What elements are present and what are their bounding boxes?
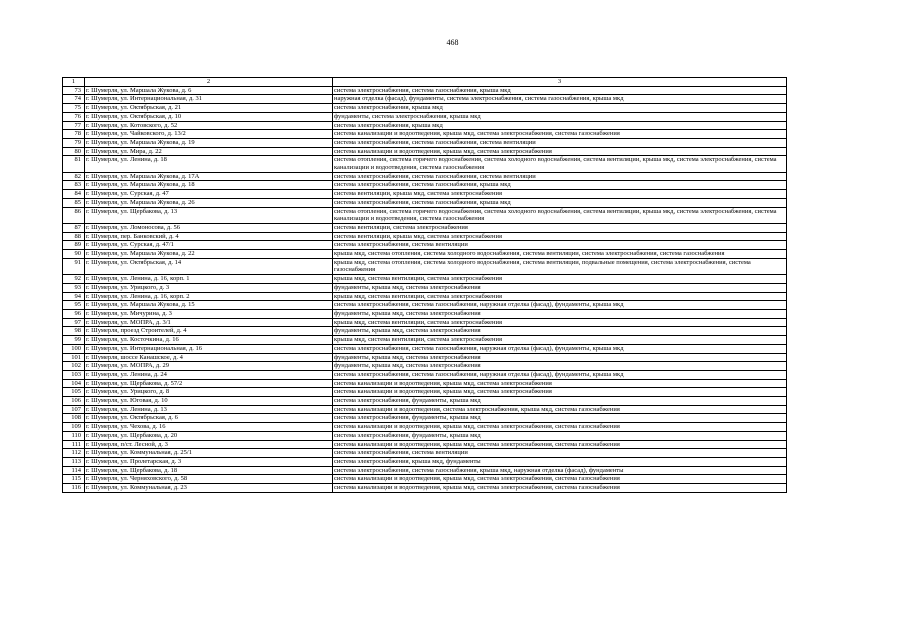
row-works: система электроснабжения, крыша мкд [333, 104, 787, 113]
table-row [63, 353, 787, 362]
row-number: 99 [63, 336, 85, 345]
row-number: 89 [63, 241, 85, 250]
row-number: 81 [63, 156, 85, 172]
row-address: г. Шумерля, пер. Банковский, д. 4 [85, 232, 333, 241]
row-works: фундаменты, система электроснабжения, крыша мкд [333, 112, 787, 121]
table-row [63, 449, 787, 458]
row-works: система электроснабжения, система газоснабжения, крыша мкд [333, 198, 787, 207]
row-address: г. Шумерля, ул. Щербакова, д. 20 [85, 431, 333, 440]
row-address: г. Шумерля, ул. Октябрьская, д. 6 [85, 414, 333, 423]
row-address: г. Шумерля, ул. Котовского, д. 52 [85, 121, 333, 130]
row-number: 92 [63, 275, 85, 284]
row-address: г. Шумерля, ул. Маршала Жукова, д. 26 [85, 198, 333, 207]
row-works: система канализации и водоотведения, крыша мкд, система электроснабжения, система газоснабжения [333, 423, 787, 432]
table-row [63, 258, 787, 274]
table-row [63, 138, 787, 147]
row-works: система вентиляции, система электроснабжения [333, 223, 787, 232]
row-works: система электроснабжения, фундаменты, крыша мкд [333, 414, 787, 423]
row-works: система электроснабжения, система газоснабжения, наружная отделка (фасад), фундаменты, крыша мкд [333, 370, 787, 379]
row-works: система электроснабжения, система газоснабжения, крыша мкд [333, 181, 787, 190]
row-works: крыша мкд, система отопления, система холодного водоснабжения, система вентиляции, подвальные помещения, система электроснабжения, система газоснабжения [333, 258, 787, 274]
row-works: система канализации и водоотведения, крыша мкд, система электроснабжения [333, 388, 787, 397]
row-number: 111 [63, 440, 85, 449]
table-row [63, 275, 787, 284]
row-works: система канализации и водоотведения, крыша мкд, система электроснабжения, система газоснабжения [333, 484, 787, 493]
row-works: наружная отделка (фасад), фундаменты, система электроснабжения, система газоснабжения, крыша мкд [333, 95, 787, 104]
table-row [63, 198, 787, 207]
row-works: фундаменты, крыша мкд, система электроснабжения [333, 283, 787, 292]
row-works: крыша мкд, система отопления, система холодного водоснабжения, система вентиляции, система электроснабжения, система газоснабжения [333, 250, 787, 259]
row-address: г. Шумерля, ул. Черняховского, д. 58 [85, 475, 333, 484]
row-address: г. Шумерля, ул. Маршала Жукова, д. 15 [85, 301, 333, 310]
table-row [63, 327, 787, 336]
row-address: г. Шумерля, ул. Октябрьская, д. 10 [85, 112, 333, 121]
row-number: 74 [63, 95, 85, 104]
table-row [63, 379, 787, 388]
row-number: 101 [63, 353, 85, 362]
row-number: 107 [63, 405, 85, 414]
row-number: 113 [63, 457, 85, 466]
table-row [63, 414, 787, 423]
row-works: система электроснабжения, крыша мкд [333, 121, 787, 130]
row-address: г. Шумерля, ул. Маршала Жукова, д. 22 [85, 250, 333, 259]
row-number: 88 [63, 232, 85, 241]
row-address: г. Шумерля, ул. Ленина, д. 24 [85, 370, 333, 379]
table-row [63, 457, 787, 466]
row-number: 106 [63, 397, 85, 406]
row-address: г. Шумерля, ул. Чайковского, д. 13/2 [85, 130, 333, 139]
row-address: г. Шумерля, ул. Октябрьская, д. 21 [85, 104, 333, 113]
table-row [63, 484, 787, 493]
row-number: 109 [63, 423, 85, 432]
row-address: г. Шумерля, ул. Интернациональная, д. 31 [85, 95, 333, 104]
row-works: система канализации и водоотведения, крыша мкд, система электроснабжения [333, 147, 787, 156]
row-number: 82 [63, 172, 85, 181]
row-works: крыша мкд, система вентиляции, система электроснабжения [333, 292, 787, 301]
table-row [63, 397, 787, 406]
row-number: 98 [63, 327, 85, 336]
row-address: г. Шумерля, ул. Косточкина, д. 16 [85, 336, 333, 345]
row-address: г. Шумерля, проезд Строителей, д. 4 [85, 327, 333, 336]
row-address: г. Шумерля, ул. Коммунальная, д. 23 [85, 484, 333, 493]
table-row [63, 475, 787, 484]
table-row [63, 283, 787, 292]
row-number: 96 [63, 309, 85, 318]
row-number: 84 [63, 190, 85, 199]
row-address: г. Шумерля, ул. Пролетарская, д. 3 [85, 457, 333, 466]
row-address: г. Шумерля, п/ст. Лесной, д. 3 [85, 440, 333, 449]
row-number: 100 [63, 344, 85, 353]
row-number: 85 [63, 198, 85, 207]
table-row [63, 250, 787, 259]
row-address: г. Шумерля, ул. Мичурина, д. 3 [85, 309, 333, 318]
table-row [63, 181, 787, 190]
row-works: система отопления, система горячего водоснабжения, система холодного водоснабжения, система вентиляции, крыша мкд, система электроснабжения, система канализации и водоотведения, система газоснабжения [333, 207, 787, 223]
table-row [63, 370, 787, 379]
row-address: г. Шумерля, ул. Чехова, д. 16 [85, 423, 333, 432]
page-number: 468 [446, 38, 459, 47]
table-row [63, 147, 787, 156]
row-address: г. Шумерля, ул. Сурская, д. 47 [85, 190, 333, 199]
table-row [63, 121, 787, 130]
table-row [63, 86, 787, 95]
row-number: 76 [63, 112, 85, 121]
table-header [63, 78, 787, 87]
table-row [63, 405, 787, 414]
row-works: система отопления, система горячего водоснабжения, система холодного водоснабжения, система вентиляции, крыша мкд, система электроснабжения, система канализации и водоотведения, система газоснабжения [333, 156, 787, 172]
row-number: 73 [63, 86, 85, 95]
row-works: крыша мкд, система вентиляции, система электроснабжения [333, 318, 787, 327]
row-number: 114 [63, 466, 85, 475]
row-works: фундаменты, крыша мкд, система электроснабжения [333, 309, 787, 318]
table-row [63, 466, 787, 475]
row-works: система электроснабжения, система газоснабжения, наружная отделка (фасад), фундаменты, крыша мкд [333, 344, 787, 353]
row-number: 93 [63, 283, 85, 292]
row-address: г. Шумерля, шоссе Канашское, д. 4 [85, 353, 333, 362]
table-row [63, 440, 787, 449]
buildings-table [62, 77, 787, 493]
row-address: г. Шумерля, ул. МОПРА, д. 29 [85, 362, 333, 371]
row-address: г. Шумерля, ул. Ломоносова, д. 56 [85, 223, 333, 232]
row-address: г. Шумерля, ул. Ленина, д. 18 [85, 156, 333, 172]
row-address: г. Шумерля, ул. Ленина, д. 16, корп. 2 [85, 292, 333, 301]
row-works: система вентиляции, крыша мкд, система электроснабжения [333, 190, 787, 199]
row-address: г. Шумерля, ул. Сурская, д. 47/1 [85, 241, 333, 250]
row-number: 86 [63, 207, 85, 223]
row-works: крыша мкд, система вентиляции, система электроснабжения [333, 275, 787, 284]
row-number: 108 [63, 414, 85, 423]
row-number: 95 [63, 301, 85, 310]
row-works: система электроснабжения, система вентиляции [333, 241, 787, 250]
row-number: 97 [63, 318, 85, 327]
row-works: система канализации и водоотведения, система электроснабжения, крыша мкд, система газоснабжения [333, 405, 787, 414]
row-works: система электроснабжения, система газоснабжения, крыша мкд, наружная отделка (фасад), фундаменты [333, 466, 787, 475]
row-works: система электроснабжения, фундаменты, крыша мкд [333, 431, 787, 440]
row-number: 102 [63, 362, 85, 371]
table-row [63, 232, 787, 241]
row-number: 77 [63, 121, 85, 130]
table-row [63, 172, 787, 181]
row-address: г. Шумерля, ул. Щербакова, д. 18 [85, 466, 333, 475]
row-address: г. Шумерля, ул. Щербакова, д. 57/2 [85, 379, 333, 388]
row-address: г. Шумерля, ул. Маршала Жукова, д. 18 [85, 181, 333, 190]
table-row [63, 431, 787, 440]
row-number: 83 [63, 181, 85, 190]
row-number: 103 [63, 370, 85, 379]
row-works: крыша мкд, система вентиляции, система электроснабжения [333, 336, 787, 345]
row-works: система электроснабжения, система газоснабжения, крыша мкд [333, 86, 787, 95]
row-works: фундаменты, крыша мкд, система электроснабжения [333, 362, 787, 371]
row-number: 94 [63, 292, 85, 301]
table-row [63, 207, 787, 223]
row-address: г. Шумерля, ул. Урицкого, д. 8 [85, 388, 333, 397]
row-address: г. Шумерля, ул. Интернациональная, д. 16 [85, 344, 333, 353]
row-number: 110 [63, 431, 85, 440]
row-address: г. Шумерля, ул. Коммунальная, д. 25/1 [85, 449, 333, 458]
row-address: г. Шумерля, ул. Маршала Жукова, д. 17А [85, 172, 333, 181]
row-number: 90 [63, 250, 85, 259]
row-works: система канализации и водоотведения, крыша мкд, система электроснабжения, система газоснабжения [333, 130, 787, 139]
row-address: г. Шумерля, ул. Мира, д. 22 [85, 147, 333, 156]
row-address: г. Шумерля, ул. Маршала Жукова, д. 6 [85, 86, 333, 95]
table-row [63, 423, 787, 432]
table-row [63, 190, 787, 199]
row-number: 78 [63, 130, 85, 139]
column-header-address: 2 [85, 78, 333, 87]
column-header-works: 3 [333, 78, 787, 87]
row-number: 116 [63, 484, 85, 493]
row-number: 115 [63, 475, 85, 484]
table-row [63, 241, 787, 250]
row-address: г. Шумерля, ул. Маршала Жукова, д. 19 [85, 138, 333, 147]
row-works: система электроснабжения, крыша мкд, фундаменты [333, 457, 787, 466]
table-row [63, 301, 787, 310]
row-number: 104 [63, 379, 85, 388]
row-works: система электроснабжения, система газоснабжения, система вентиляции [333, 138, 787, 147]
table-row [63, 156, 787, 172]
row-works: система электроснабжения, система вентиляции [333, 449, 787, 458]
row-number: 91 [63, 258, 85, 274]
row-number: 75 [63, 104, 85, 113]
table-row [63, 292, 787, 301]
row-works: фундаменты, крыша мкд, система электроснабжения [333, 353, 787, 362]
row-address: г. Шумерля, ул. Ленина, д. 16, корп. 1 [85, 275, 333, 284]
row-address: г. Шумерля, ул. Октябрьская, д. 14 [85, 258, 333, 274]
row-number: 112 [63, 449, 85, 458]
row-works: система канализации и водоотведения, крыша мкд, система электроснабжения [333, 379, 787, 388]
table-row [63, 112, 787, 121]
row-address: г. Шумерля, ул. Урицкого, д. 3 [85, 283, 333, 292]
row-number: 105 [63, 388, 85, 397]
header-row [63, 78, 787, 87]
row-works: система канализации и водоотведения, крыша мкд, система электроснабжения, система газоснабжения [333, 475, 787, 484]
table-row [63, 362, 787, 371]
table-row [63, 318, 787, 327]
row-works: система электроснабжения, система газоснабжения, система вентиляции [333, 172, 787, 181]
row-address: г. Шумерля, ул. Щербакова, д. 13 [85, 207, 333, 223]
row-number: 87 [63, 223, 85, 232]
row-address: г. Шумерля, ул. Ленина, д. 13 [85, 405, 333, 414]
row-works: система вентиляции, крыша мкд, система электроснабжения [333, 232, 787, 241]
table-row [63, 309, 787, 318]
row-works: система электроснабжения, фундаменты, крыша мкд [333, 397, 787, 406]
row-works: система электроснабжения, система газоснабжения, наружная отделка (фасад), фундаменты, крыша мкд [333, 301, 787, 310]
table-row [63, 344, 787, 353]
table-row [63, 388, 787, 397]
row-number: 80 [63, 147, 85, 156]
table-row [63, 130, 787, 139]
table-row [63, 95, 787, 104]
row-address: г. Шумерля, ул. Юговая, д. 10 [85, 397, 333, 406]
row-address: г. Шумерля, ул. МОПРА, д. 3/1 [85, 318, 333, 327]
table-body [63, 86, 787, 492]
table-row [63, 223, 787, 232]
table-row [63, 336, 787, 345]
row-works: система канализации и водоотведения, крыша мкд, система электроснабжения, система газоснабжения [333, 440, 787, 449]
column-header-number: 1 [63, 78, 85, 87]
row-works: фундаменты, крыша мкд, система электроснабжения [333, 327, 787, 336]
table-row [63, 104, 787, 113]
row-number: 79 [63, 138, 85, 147]
